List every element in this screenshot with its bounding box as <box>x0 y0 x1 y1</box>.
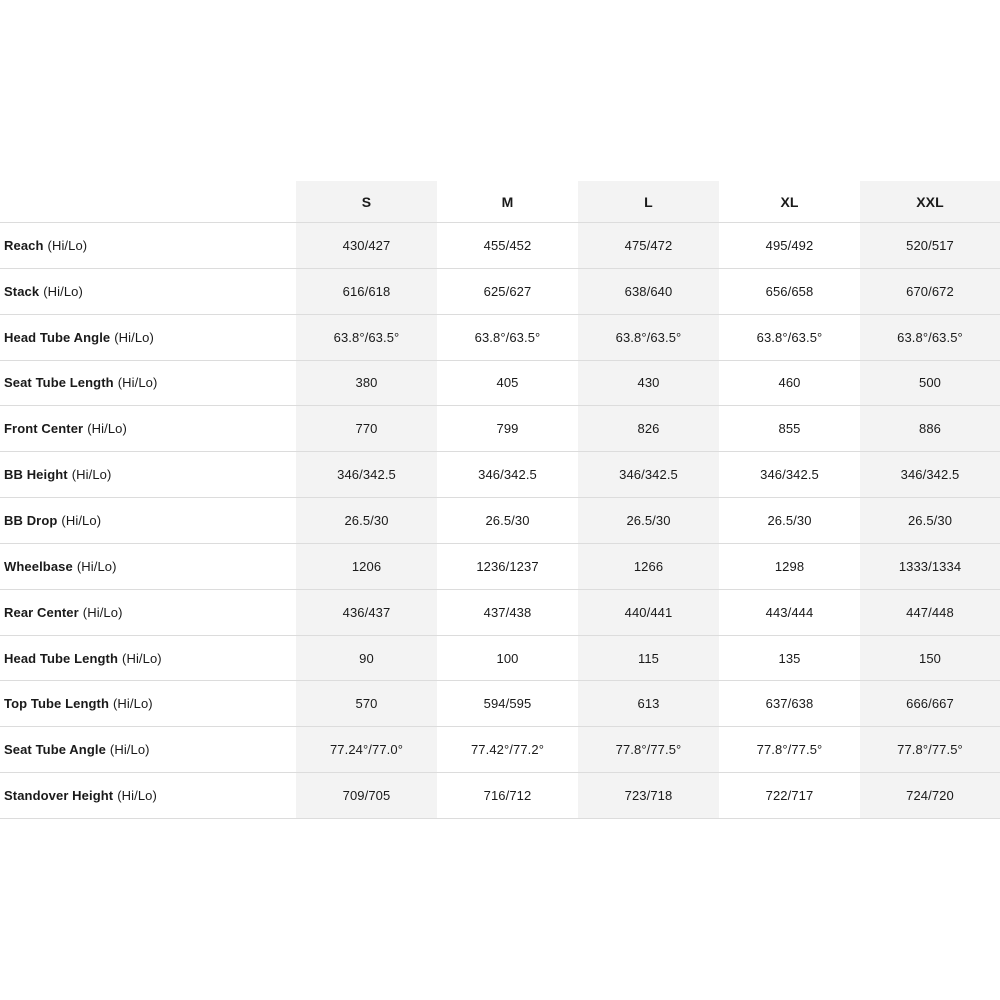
table-cell: 77.8°/77.5° <box>860 727 1000 773</box>
row-label-suffix: (Hi/Lo) <box>76 558 117 574</box>
row-label-name: Seat Tube Length <box>4 375 114 391</box>
table-cell: 77.8°/77.5° <box>578 727 719 773</box>
table-cell: 460 <box>719 361 860 407</box>
size-header-xl: XL <box>719 181 860 223</box>
table-cell: 346/342.5 <box>578 452 719 498</box>
row-label-name: Wheelbase <box>4 558 73 574</box>
row-label-suffix: (Hi/Lo) <box>47 237 88 253</box>
table-cell: 613 <box>578 681 719 727</box>
table-cell: 723/718 <box>578 773 719 819</box>
table-cell: 346/342.5 <box>437 452 578 498</box>
size-header-m: M <box>437 181 578 223</box>
row-label-suffix: (Hi/Lo) <box>71 467 112 483</box>
table-cell: 447/448 <box>860 590 1000 636</box>
table-cell: 770 <box>296 406 437 452</box>
table-cell: 26.5/30 <box>296 498 437 544</box>
row-label-name: Stack <box>4 283 40 299</box>
table-cell: 709/705 <box>296 773 437 819</box>
table-cell: 63.8°/63.5° <box>860 315 1000 361</box>
size-header-l: L <box>578 181 719 223</box>
table-cell: 150 <box>860 636 1000 682</box>
table-cell: 1206 <box>296 544 437 590</box>
table-cell: 722/717 <box>719 773 860 819</box>
table-cell: 500 <box>860 361 1000 407</box>
table-cell: 455/452 <box>437 223 578 269</box>
table-cell: 440/441 <box>578 590 719 636</box>
table-cell: 475/472 <box>578 223 719 269</box>
table-cell: 346/342.5 <box>719 452 860 498</box>
row-label-suffix: (Hi/Lo) <box>82 604 123 620</box>
row-label <box>0 269 296 315</box>
size-header-xxl: XXL <box>860 181 1000 223</box>
table-cell: 443/444 <box>719 590 860 636</box>
row-label-name: BB Drop <box>4 512 58 528</box>
table-cell: 430 <box>578 361 719 407</box>
row-label-suffix: (Hi/Lo) <box>114 329 154 345</box>
row-label-suffix: (Hi/Lo) <box>122 650 162 666</box>
table-cell: 63.8°/63.5° <box>296 315 437 361</box>
row-label-suffix: (Hi/Lo) <box>61 512 102 528</box>
row-label <box>0 315 296 361</box>
row-label <box>0 223 296 269</box>
table-cell: 77.8°/77.5° <box>719 727 860 773</box>
table-cell: 380 <box>296 361 437 407</box>
row-label-suffix: (Hi/Lo) <box>117 375 158 391</box>
table-cell: 855 <box>719 406 860 452</box>
table-cell: 616/618 <box>296 269 437 315</box>
table-cell: 26.5/30 <box>719 498 860 544</box>
row-label-suffix: (Hi/Lo) <box>109 742 150 758</box>
table-cell: 135 <box>719 636 860 682</box>
table-cell: 570 <box>296 681 437 727</box>
table-cell: 77.24°/77.0° <box>296 727 437 773</box>
table-cell: 90 <box>296 636 437 682</box>
row-label <box>0 498 296 544</box>
table-cell: 63.8°/63.5° <box>437 315 578 361</box>
table-cell: 26.5/30 <box>578 498 719 544</box>
table-cell: 115 <box>578 636 719 682</box>
row-label-name: Reach <box>4 237 44 253</box>
row-label-name: Seat Tube Angle <box>4 742 106 758</box>
row-label <box>0 544 296 590</box>
row-label-suffix: (Hi/Lo) <box>113 696 153 712</box>
row-label-name: Top Tube Length <box>4 696 109 712</box>
table-cell: 346/342.5 <box>860 452 1000 498</box>
table-cell: 26.5/30 <box>437 498 578 544</box>
size-header-s: S <box>296 181 437 223</box>
table-cell: 63.8°/63.5° <box>719 315 860 361</box>
row-label-name: Front Center <box>4 421 84 437</box>
row-label <box>0 590 296 636</box>
table-cell: 1266 <box>578 544 719 590</box>
table-cell: 436/437 <box>296 590 437 636</box>
row-label <box>0 636 296 682</box>
table-cell: 826 <box>578 406 719 452</box>
table-cell: 637/638 <box>719 681 860 727</box>
row-label <box>0 681 296 727</box>
row-label <box>0 727 296 773</box>
row-label-suffix: (Hi/Lo) <box>43 283 83 299</box>
row-label-name: BB Height <box>4 467 68 483</box>
row-label <box>0 406 296 452</box>
table-cell: 638/640 <box>578 269 719 315</box>
row-label <box>0 773 296 819</box>
table-cell: 100 <box>437 636 578 682</box>
table-cell: 430/427 <box>296 223 437 269</box>
table-cell: 724/720 <box>860 773 1000 819</box>
table-cell: 594/595 <box>437 681 578 727</box>
table-cell: 1236/1237 <box>437 544 578 590</box>
table-cell: 1333/1334 <box>860 544 1000 590</box>
geometry-table <box>0 181 1000 819</box>
table-cell: 656/658 <box>719 269 860 315</box>
table-cell: 26.5/30 <box>860 498 1000 544</box>
row-label-name: Head Tube Angle <box>4 329 111 345</box>
row-label-name: Head Tube Length <box>4 650 119 666</box>
table-cell: 670/672 <box>860 269 1000 315</box>
table-cell: 799 <box>437 406 578 452</box>
table-cell: 63.8°/63.5° <box>578 315 719 361</box>
table-cell: 716/712 <box>437 773 578 819</box>
header-corner <box>0 181 296 223</box>
table-cell: 520/517 <box>860 223 1000 269</box>
table-cell: 405 <box>437 361 578 407</box>
table-cell: 346/342.5 <box>296 452 437 498</box>
row-label-suffix: (Hi/Lo) <box>117 788 157 804</box>
row-label <box>0 361 296 407</box>
table-cell: 1298 <box>719 544 860 590</box>
row-label-suffix: (Hi/Lo) <box>87 421 127 437</box>
table-cell: 77.42°/77.2° <box>437 727 578 773</box>
row-label <box>0 452 296 498</box>
table-cell: 495/492 <box>719 223 860 269</box>
table-cell: 625/627 <box>437 269 578 315</box>
row-label-name: Standover Height <box>4 788 114 804</box>
table-cell: 666/667 <box>860 681 1000 727</box>
table-cell: 437/438 <box>437 590 578 636</box>
table-cell: 886 <box>860 406 1000 452</box>
row-label-name: Rear Center <box>4 604 79 620</box>
